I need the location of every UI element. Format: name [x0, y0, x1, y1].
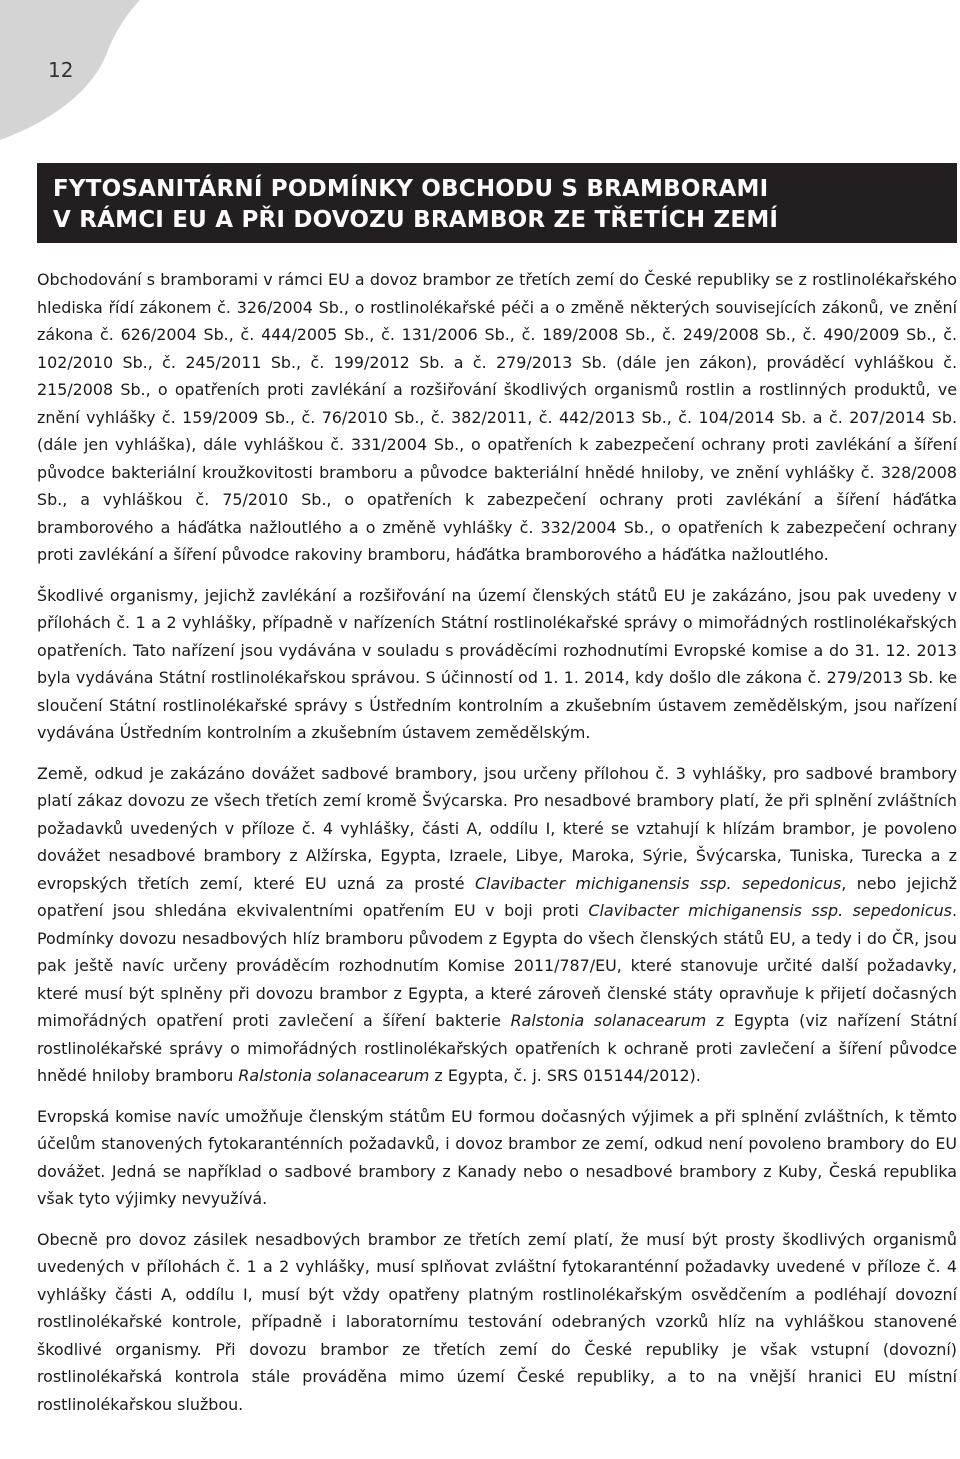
- species-name: Clavibacter michiganensis ssp. sepedonicus: [588, 901, 952, 920]
- paragraph-exceptions: [37, 1103, 957, 1213]
- paragraph-legal-basis: [37, 266, 957, 569]
- species-name: Clavibacter michiganensis ssp. sepedonicus: [474, 873, 842, 893]
- title-line-2: V RÁMCI EU A PŘI DOVOZU BRAMBOR ZE TŘETÍCH ZEMÍ: [53, 207, 779, 233]
- paragraph-text: Evropská komise navíc umožňuje členským státům EU formou dočasných výjimek a při splnění zvláštních, k těmto účelům stanovených fytokaranténních požadavků, i dovoz brambor ze zemí, odkud není povoleno brambory do EU dovážet. Jedná se například o sadbové brambory z Kanady nebo o nesadbové brambory z Kuby, Česká republika však tyto výjimky nevyužívá.: [37, 1106, 957, 1208]
- title-line-1: FYTOSANITÁRNÍ PODMÍNKY OBCHODU S BRAMBORAMI: [53, 176, 769, 202]
- paragraph-text: z Egypta, č. j. SRS 015144/2012).: [429, 1066, 701, 1085]
- species-name: Ralstonia solanacearum: [238, 1066, 430, 1085]
- paragraph-import-requirements: [37, 1226, 957, 1419]
- paragraph-text: Škodlivé organismy, jejichž zavlékání a rozšiřování na území členských států EU je zakázáno, jsou pak uvedeny v přílohách č. 1 a 2 vyhlášky, případně v nařízeních Státní rostlinolékařské správy o mimořádných rostlinolékařských opatřeních. Tato nařízení jsou vydávána v souladu s prováděcími rozhodnutími Evropské komise a do 31. 12. 2013 byla vydávána Státní rostlinolékařskou správou. S účinností od 1. 1. 2014, kdy došlo dle zákona č. 279/2013 Sb. ke sloučení Státní rostlinolékařské správy s Ústředním kontrolním a zkušebním ústavem zemědělským, jsou nařízení vydávána Ústředním kontrolním a zkušebním ústavem zemědělským.: [37, 585, 957, 742]
- paragraph-harmful-organisms: [37, 582, 957, 747]
- paragraph-text: , nebo jejichž opatření jsou shledána ekvivalentními opatřením EU v boji proti: [37, 873, 958, 920]
- species-name: Ralstonia solanacearum: [510, 1011, 707, 1030]
- page-number: 12: [48, 58, 74, 82]
- paragraph-text: Obchodování s bramborami v rámci EU a dovoz brambor ze třetích zemí do České republiky se z rostlinolékařského hlediska řídí zákonem č. 326/2004 Sb., o rostlinolékařské péči a o změně některých souvisejících zákonů, ve znění zákona č. 626/2004 Sb., č. 444/2005 Sb., č. 131/2006 Sb., č. 189/2008 Sb., č. 249/2008 Sb., č. 490/2009 Sb., č. 102/2010 Sb., č. 245/2011 Sb., č. 199/2012 Sb. a č. 279/2013 Sb. (dále jen zákon), prováděcí vyhláškou č. 215/2008 Sb., o opatřeních proti zavlékání a rozšiřování škodlivých organismů rostlin a rostlinných produktů, ve znění vyhlášky č. 159/2009 Sb., č. 76/2010 Sb., č. 382/2011, č. 442/2013 Sb., č. 104/2014 Sb. a č. 207/2014 Sb. (dále jen vyhláška), dále vyhláškou č. 331/2004 Sb., o opatřeních k zabezpečení ochrany proti zavlékání a šíření původce bakteriální kroužkovitosti bramboru a původce bakteriální hnědé hniloby, ve znění vyhlášky č. 328/2008 Sb., a vyhláškou č. 75/2010 Sb., o opatřeních k zabezpečení ochrany proti zavlékání a šíření háďátka bramborového a háďátka nažloutlého a o změně vyhlášky č. 332/2004 Sb., o opatřeních k zabezpečení ochrany proti zavlékání a šíření původce rakoviny bramboru, háďátka bramborového a háďátka nažloutlého.: [37, 270, 957, 564]
- paragraph-text: . Podmínky dovozu nesadbových hlíz bramboru původem z Egypta do všech členských států EU, a tedy i do ČR, jsou pak ještě navíc určeny prováděcím rozhodnutím Komise 2011/787/EU, které stanovuje určité další požadavky, které musí být splněny při dovozu brambor z Egypta, a které zároveň členské státy opravňuje k přijetí dočasných mimořádných opatření proti zavlečení a šíření bakterie: [37, 901, 957, 1030]
- article-body: [37, 266, 957, 1431]
- paragraph-text: z Egypta (viz nařízení Státní rostlinolékařské správy o mimořádných rostlinolékařských opatřeních k ochraně proti zavlečení a šíření původce hnědé hniloby bramboru: [37, 1011, 957, 1085]
- paragraph-text: Země, odkud je zakázáno dovážet sadbové brambory, jsou určeny přílohou č. 3 vyhlášky, pro sadbové brambory platí zákaz dovozu ze všech třetích zemí kromě Švýcarska. Pro nesadbové brambory platí, že při splnění zvláštních požadavků uvedených v příloze č. 4 vyhlášky, části A, oddílu I, které se vztahují k hlízám brambor, je povoleno dovážet nesadbové brambory z Alžírska, Egypta, Izraele, Libye, Maroka, Sýrie, Švýcarska, Tuniska, Turecka a z evropských třetích zemí, které EU uzná za prosté: [37, 763, 957, 893]
- title-banner: [37, 163, 957, 243]
- paragraph-import-countries: [37, 760, 957, 1090]
- paragraph-text: Obecně pro dovoz zásilek nesadbových brambor ze třetích zemí platí, že musí být prosty škodlivých organismů uvedených v přílohách č. 1 a 2 vyhlášky, musí splňovat zvláštní fytokaranténní požadavky uvedené v příloze č. 4 vyhlášky části A, oddílu I, musí být vždy opatřeny platným rostlinolékařským osvědčením a podléhají dovozní rostlinolékařské kontrole, případně i laboratornímu testování odebraných vzorků hlíz na vyhláškou stanovené škodlivé organismy. Při dovozu brambor ze třetích zemí do České republiky je však vstupní (dovozní) rostlinolékařská kontrola stále prováděna mimo území České republiky, a to na vnější hranici EU místní rostlinolékařskou službou.: [37, 1229, 957, 1414]
